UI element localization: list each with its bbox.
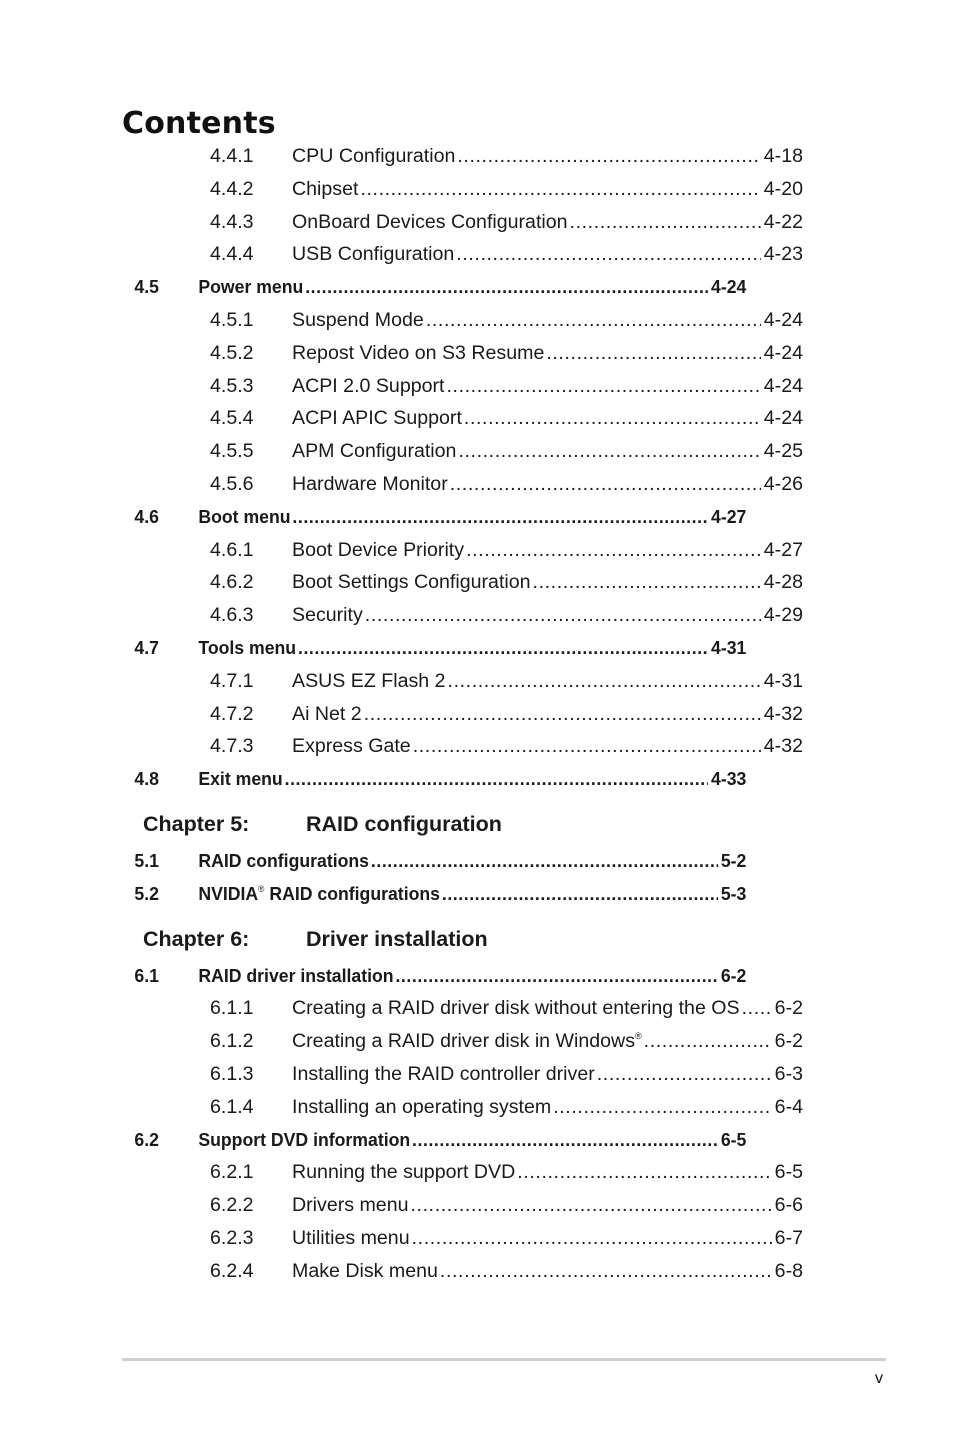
toc-entry-6-2-1[interactable] xyxy=(0,1156,954,1189)
entry-number: 4.6.2 xyxy=(210,571,254,594)
toc-section-5-2[interactable] xyxy=(0,878,897,911)
entry-page: 4-24 xyxy=(763,407,803,430)
section-title: RAID driver installation xyxy=(198,964,394,986)
entry-number: 4.6.1 xyxy=(210,538,254,561)
entry-title: ACPI 2.0 Support xyxy=(292,374,445,397)
entry-page: 6-2 xyxy=(774,1030,803,1053)
page-title: Contents xyxy=(122,106,276,142)
section-page: 6-5 xyxy=(720,1128,747,1150)
entry-page: 6-4 xyxy=(774,1095,803,1118)
dot-leader xyxy=(533,566,761,599)
entry-page: 4-31 xyxy=(763,669,803,692)
entry-number: 4.4.1 xyxy=(210,145,254,167)
toc-entry-4-7-3[interactable] xyxy=(0,730,954,763)
section-title: Support DVD information xyxy=(198,1128,411,1150)
entry-page: 6-8 xyxy=(774,1259,803,1282)
toc-entry-4-5-2[interactable] xyxy=(0,337,954,370)
entry-number: 4.5.1 xyxy=(210,308,254,331)
entry-title: ACPI APIC Support xyxy=(292,407,462,430)
toc-entry-6-2-3[interactable] xyxy=(0,1222,954,1255)
toc-entry-4-4-2[interactable] xyxy=(0,173,954,206)
entry-title: Security xyxy=(292,604,363,627)
toc-entry-4-5-6[interactable] xyxy=(0,468,954,501)
page-number: v xyxy=(875,1370,883,1387)
entry-page: 6-6 xyxy=(774,1194,803,1217)
section-page: 4-27 xyxy=(711,505,747,527)
entry-page: 4-25 xyxy=(763,440,803,463)
entry-number: 6.1.3 xyxy=(210,1062,254,1085)
toc-entry-6-1-4[interactable] xyxy=(0,1091,954,1124)
entry-page: 4-18 xyxy=(763,145,803,167)
toc-section-6-2[interactable] xyxy=(0,1124,897,1157)
section-title: Exit menu xyxy=(198,768,283,790)
section-title: Power menu xyxy=(198,276,304,298)
entry-title: Repost Video on S3 Resume xyxy=(292,341,545,364)
toc-entry-6-1-1[interactable] xyxy=(0,992,954,1025)
entry-title xyxy=(292,1025,642,1058)
entry-title: Hardware Monitor xyxy=(292,472,448,495)
dot-leader xyxy=(457,140,760,173)
entry-number: 4.4.2 xyxy=(210,177,254,200)
entry-number: 4.5.5 xyxy=(210,440,254,463)
entry-page: 6-2 xyxy=(774,997,803,1020)
toc-entry-6-2-4[interactable] xyxy=(0,1255,954,1288)
dot-leader xyxy=(570,206,761,239)
entry-page: 4-29 xyxy=(763,604,803,627)
dot-leader xyxy=(285,763,709,796)
dot-leader xyxy=(412,1124,718,1157)
section-number: 5.1 xyxy=(134,849,159,871)
dot-leader xyxy=(411,1189,772,1222)
dot-leader xyxy=(517,1156,771,1189)
dot-leader xyxy=(597,1058,772,1091)
footer-divider xyxy=(122,1358,886,1361)
dot-leader xyxy=(442,878,718,911)
entry-number: 6.1.2 xyxy=(210,1030,254,1053)
toc-entry-4-6-3[interactable] xyxy=(0,599,954,632)
table-of-contents xyxy=(0,140,954,1288)
registered-mark: ® xyxy=(635,1031,642,1042)
entry-number: 4.5.3 xyxy=(210,374,254,397)
dot-leader xyxy=(458,435,760,468)
entry-title: Utilities menu xyxy=(292,1226,410,1249)
dot-leader xyxy=(448,665,761,698)
toc-entry-6-1-3[interactable] xyxy=(0,1058,954,1091)
dot-leader xyxy=(644,1025,772,1058)
toc-section-4-5[interactable] xyxy=(0,271,897,304)
entry-page: 6-7 xyxy=(774,1226,803,1249)
section-page: 4-33 xyxy=(711,768,747,790)
chapter-label: Chapter 5: xyxy=(143,811,250,836)
entry-number: 6.2.3 xyxy=(210,1226,254,1249)
title-part: RAID configurations xyxy=(264,882,440,904)
toc-section-4-7[interactable] xyxy=(0,632,897,665)
toc-entry-4-4-1[interactable] xyxy=(0,140,954,173)
entry-title: Ai Net 2 xyxy=(292,702,362,725)
entry-page: 4-32 xyxy=(763,702,803,725)
toc-section-4-8[interactable] xyxy=(0,763,897,796)
registered-mark: ® xyxy=(258,883,265,894)
entry-title: Make Disk menu xyxy=(292,1259,438,1282)
chapter-label: Chapter 6: xyxy=(143,926,250,951)
dot-leader xyxy=(742,992,772,1025)
entry-title: APM Configuration xyxy=(292,440,457,463)
entry-number: 6.1.4 xyxy=(210,1095,254,1118)
title-part: NVIDIA xyxy=(198,882,259,904)
dot-leader xyxy=(426,304,761,337)
chapter-title: RAID configuration xyxy=(306,811,502,836)
toc-entry-4-5-1[interactable] xyxy=(0,304,954,337)
section-number: 6.2 xyxy=(134,1128,159,1150)
entry-number: 6.1.1 xyxy=(210,997,254,1020)
section-number: 5.2 xyxy=(134,882,159,904)
toc-entry-4-6-1[interactable] xyxy=(0,534,954,567)
chapter-5-heading[interactable] xyxy=(0,804,954,845)
entry-title: Boot Device Priority xyxy=(292,538,465,561)
entry-title: Installing the RAID controller driver xyxy=(292,1062,595,1085)
section-title: Boot menu xyxy=(198,505,291,527)
dot-leader xyxy=(360,173,760,206)
entry-page: 4-23 xyxy=(763,243,803,266)
entry-page: 4-28 xyxy=(763,571,803,594)
entry-title: Express Gate xyxy=(292,735,411,758)
toc-section-6-1[interactable] xyxy=(0,960,897,993)
toc-entry-6-1-2[interactable] xyxy=(0,1025,954,1058)
dot-leader xyxy=(440,1255,772,1288)
entry-title: Boot Settings Configuration xyxy=(292,571,531,594)
dot-leader xyxy=(412,1222,772,1255)
entry-title: OnBoard Devices Configuration xyxy=(292,210,568,233)
entry-page: 4-22 xyxy=(763,210,803,233)
dot-leader xyxy=(464,402,761,435)
entry-number: 4.7.3 xyxy=(210,735,254,758)
toc-entry-4-5-5[interactable] xyxy=(0,435,954,468)
section-page: 4-24 xyxy=(711,276,747,298)
chapter-6-heading[interactable] xyxy=(0,919,954,960)
entry-title: Suspend Mode xyxy=(292,308,424,331)
entry-title: Installing an operating system xyxy=(292,1095,552,1118)
dot-leader xyxy=(413,730,761,763)
entry-number: 4.5.6 xyxy=(210,472,254,495)
dot-leader xyxy=(446,370,760,403)
dot-leader xyxy=(553,1091,771,1124)
dot-leader xyxy=(546,337,760,370)
entry-title: CPU Configuration xyxy=(292,145,456,167)
entry-page: 4-24 xyxy=(763,308,803,331)
toc-entry-4-7-1[interactable] xyxy=(0,665,954,698)
dot-leader xyxy=(395,960,718,993)
section-title: RAID configurations xyxy=(198,849,370,871)
entry-number: 6.2.1 xyxy=(210,1161,254,1184)
entry-number: 4.7.1 xyxy=(210,669,254,692)
entry-title: Chipset xyxy=(292,177,359,200)
dot-leader xyxy=(298,632,708,665)
dot-leader xyxy=(364,698,761,731)
toc-entry-4-7-2[interactable] xyxy=(0,698,954,731)
entry-number: 4.4.4 xyxy=(210,243,254,266)
dot-leader xyxy=(450,468,761,501)
toc-entry-4-4-4[interactable] xyxy=(0,238,954,271)
dot-leader xyxy=(292,501,708,534)
dot-leader xyxy=(365,599,761,632)
section-number: 4.6 xyxy=(134,505,159,527)
dot-leader xyxy=(371,845,718,878)
entry-number: 4.6.3 xyxy=(210,604,254,627)
toc-section-5-1[interactable] xyxy=(0,845,897,878)
entry-page: 4-24 xyxy=(763,374,803,397)
section-title xyxy=(198,878,440,911)
section-page: 5-3 xyxy=(720,882,747,904)
entry-title: Creating a RAID driver disk without entering the OS xyxy=(292,997,740,1020)
entry-page: 4-20 xyxy=(763,177,803,200)
entry-page: 4-32 xyxy=(763,735,803,758)
entry-number: 4.4.3 xyxy=(210,210,254,233)
section-title: Tools menu xyxy=(198,636,297,658)
section-number: 4.7 xyxy=(134,636,159,658)
entry-page: 4-26 xyxy=(763,472,803,495)
entry-number: 6.2.2 xyxy=(210,1194,254,1217)
entry-page: 6-3 xyxy=(774,1062,803,1085)
entry-number: 4.5.2 xyxy=(210,341,254,364)
entry-number: 6.2.4 xyxy=(210,1259,254,1282)
entry-page: 4-24 xyxy=(763,341,803,364)
toc-entry-4-5-3[interactable] xyxy=(0,370,954,403)
entry-title: USB Configuration xyxy=(292,243,455,266)
dot-leader xyxy=(466,534,761,567)
entry-number: 4.5.4 xyxy=(210,407,254,430)
toc-entry-6-2-2[interactable] xyxy=(0,1189,954,1222)
entry-title: Drivers menu xyxy=(292,1194,409,1217)
dot-leader xyxy=(456,238,761,271)
entry-title: Running the support DVD xyxy=(292,1161,516,1184)
toc-section-4-6[interactable] xyxy=(0,501,897,534)
dot-leader xyxy=(305,271,708,304)
entry-page: 6-5 xyxy=(774,1161,803,1184)
toc-entry-4-4-3[interactable] xyxy=(0,206,954,239)
section-page: 4-31 xyxy=(711,636,747,658)
entry-page: 4-27 xyxy=(763,538,803,561)
entry-title: ASUS EZ Flash 2 xyxy=(292,669,446,692)
section-number: 4.8 xyxy=(134,768,159,790)
section-number: 6.1 xyxy=(134,964,159,986)
toc-entry-4-6-2[interactable] xyxy=(0,566,954,599)
chapter-title: Driver installation xyxy=(306,926,488,951)
title-part: Creating a RAID driver disk in Windows xyxy=(292,1030,636,1053)
section-page: 6-2 xyxy=(720,964,747,986)
toc-entry-4-5-4[interactable] xyxy=(0,402,954,435)
entry-number: 4.7.2 xyxy=(210,702,254,725)
section-number: 4.5 xyxy=(134,276,159,298)
section-page: 5-2 xyxy=(720,849,747,871)
